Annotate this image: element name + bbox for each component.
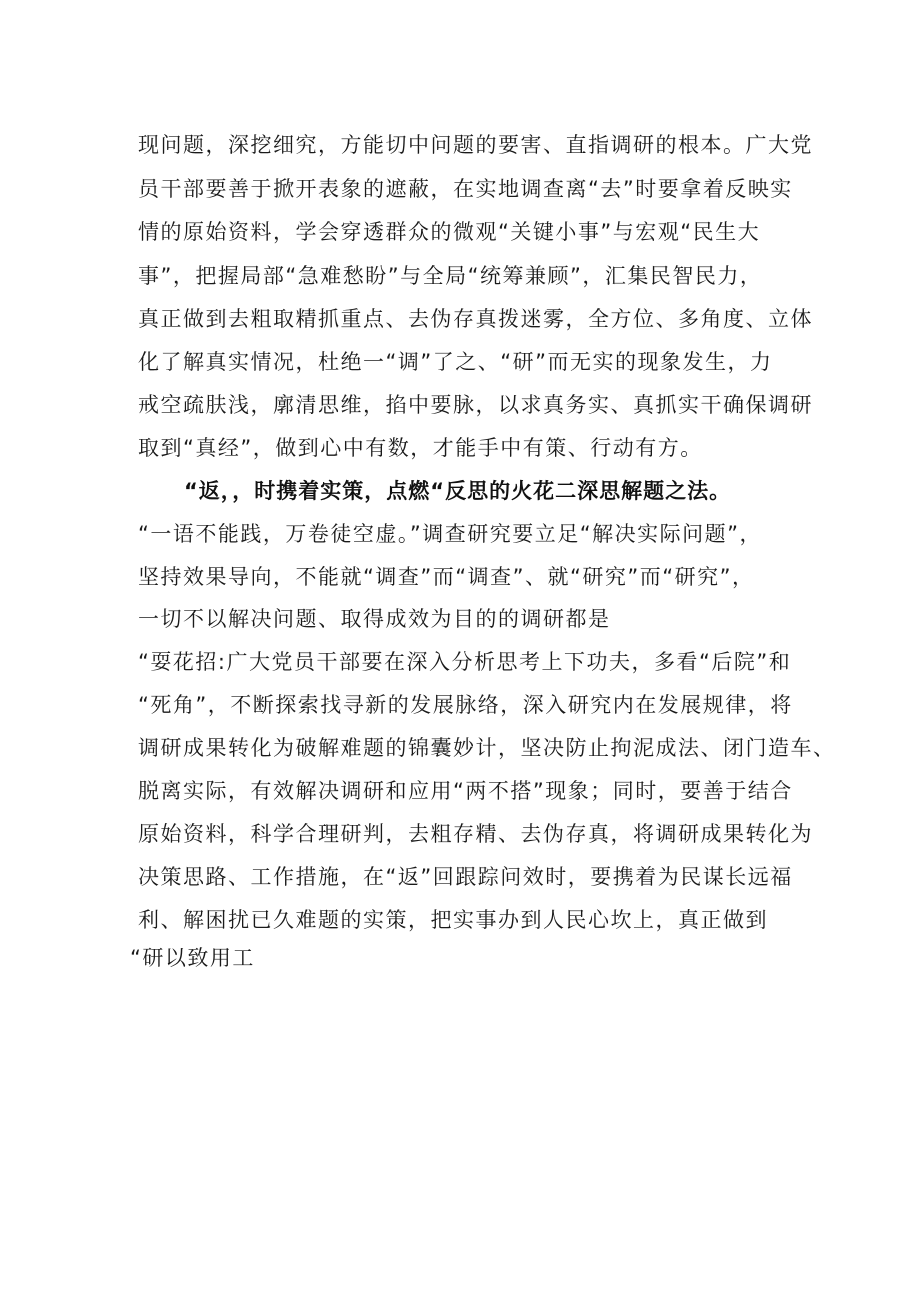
- paragraph-1-line-2: 员干部要善于掀开表象的遮蔽，在实地调查离“去”时要拿着反映实: [138, 177, 793, 201]
- paragraph-2-line-7: 脱离实际，有效解决调研和应用“两不搭”现象；同时，要善于结合: [138, 779, 793, 803]
- paragraph-2-line-11: “研以致用工: [130, 946, 255, 970]
- paragraph-2-line-2: 坚持效果导向，不能就“调查”而“调查”、就“研究”而“研究”，: [138, 565, 755, 589]
- paragraph-1-line-7: 戒空疏肤浅，廓清思维，掐中要脉，以求真务实、真抓实干确保调研: [138, 393, 813, 417]
- paragraph-2-line-3: 一切不以解决问题、取得成效为目的的调研都是: [138, 607, 611, 631]
- paragraph-1-line-3: 情的原始资料，学会穿透群众的微观“关键小事”与宏观“民生大: [138, 220, 761, 244]
- paragraph-1-line-1: 现问题，深挖细究，方能切中问题的要害、直指调研的根本。广大党: [138, 133, 813, 157]
- paragraph-2-line-1: “一语不能践，万卷徒空虚。”调查研究要立足“解决实际问题”，: [138, 522, 763, 546]
- paragraph-2-line-10: 利、解困扰已久难题的实策，把实事办到人民心坎上，真正做到: [138, 908, 768, 932]
- paragraph-1-line-5: 真正做到去粗取精抓重点、去伪存真拨迷雾，全方位、多角度、立体: [138, 307, 813, 331]
- paragraph-2-line-8: 原始资料，科学合理研判，去粗存精、去伪存真，将调研成果转化为: [138, 822, 813, 846]
- paragraph-2-line-6: 调研成果转化为破解难题的锦囊妙计，坚决防止拘泥成法、闭门造车、: [138, 736, 836, 760]
- paragraph-2-line-5: “死角”，不断探索找寻新的发展脉络，深入研究内在发展规律，将: [138, 693, 793, 717]
- paragraph-2-line-9: 决策思路、工作措施，在“返”回跟踪问效时，要携着为民谋长远福: [138, 865, 793, 889]
- paragraph-1-line-4: 事”，把握局部“急难愁盼”与全局“统筹兼顾”，汇集民智民力，: [138, 264, 763, 288]
- paragraph-1-line-6: 化了解真实情况，杜绝一“调”了之、“研”而无实的现象发生，力: [138, 350, 773, 374]
- section-heading: “返，，时携着实策，点燃“反思的火花二深思解题之法。: [184, 479, 732, 503]
- paragraph-2-line-4: “耍花招:广大党员干部要在深入分析思考上下功夫，多看“后院”和: [138, 650, 792, 674]
- paragraph-1-line-8: 取到“真经”，做到心中有数，才能手中有策、行动有方。: [138, 436, 703, 460]
